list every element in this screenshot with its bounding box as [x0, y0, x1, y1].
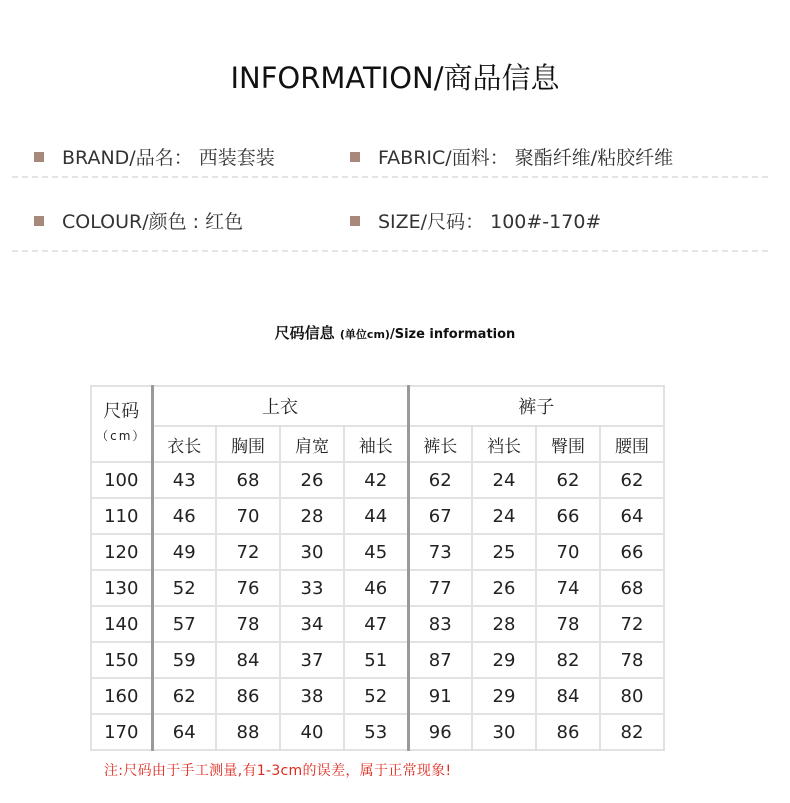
table-cell: 44	[344, 498, 408, 534]
dashed-divider	[12, 176, 768, 178]
table-cell: 86	[216, 678, 280, 714]
square-bullet-icon	[34, 152, 44, 162]
table-cell: 68	[216, 462, 280, 498]
size-table-wrapper	[90, 385, 663, 741]
measurement-note: 注:尺码由于手工测量,有1-3cm的误差，属于正常现象!	[104, 763, 452, 779]
table-cell: 38	[280, 678, 344, 714]
table-cell: 73	[408, 534, 472, 570]
info-row-2	[12, 202, 768, 242]
size-info	[350, 202, 601, 242]
table-cell: 70	[536, 534, 600, 570]
info-row-1	[12, 138, 768, 178]
table-cell: 47	[344, 606, 408, 642]
table-cell: 62	[152, 678, 216, 714]
table-cell: 33	[280, 570, 344, 606]
table-cell: 57	[152, 606, 216, 642]
fabric-info	[350, 138, 673, 178]
table-cell: 66	[600, 534, 664, 570]
column-header: 胸围	[216, 426, 280, 462]
table-cell: 86	[536, 714, 600, 750]
size-cell: 120	[91, 534, 152, 570]
table-row	[91, 534, 664, 570]
column-header: 臀围	[536, 426, 600, 462]
size-column-header	[91, 386, 152, 462]
table-cell: 46	[152, 498, 216, 534]
table-cell: 53	[344, 714, 408, 750]
table-cell: 28	[280, 498, 344, 534]
table-cell: 72	[600, 606, 664, 642]
table-cell: 34	[280, 606, 344, 642]
size-header-label: 尺码	[103, 401, 140, 422]
group-header-pants: 裤子	[408, 386, 664, 426]
brand-info	[34, 138, 275, 178]
table-cell: 70	[216, 498, 280, 534]
table-row	[91, 498, 664, 534]
column-header: 裆长	[472, 426, 536, 462]
column-header: 肩宽	[280, 426, 344, 462]
table-cell: 49	[152, 534, 216, 570]
table-cell: 67	[408, 498, 472, 534]
page-heading: INFORMATION/商品信息	[230, 61, 560, 95]
table-cell: 96	[408, 714, 472, 750]
square-bullet-icon	[350, 216, 360, 226]
table-cell: 30	[472, 714, 536, 750]
column-header: 裤长	[408, 426, 472, 462]
table-cell: 82	[536, 642, 600, 678]
size-cell: 160	[91, 678, 152, 714]
table-row	[91, 570, 664, 606]
table-cell: 52	[152, 570, 216, 606]
size-title-unit: (单位cm)	[339, 328, 390, 341]
table-cell: 52	[344, 678, 408, 714]
square-bullet-icon	[34, 216, 44, 226]
table-cell: 62	[600, 462, 664, 498]
size-title-en: /Size information	[389, 327, 516, 342]
table-cell: 40	[280, 714, 344, 750]
table-cell: 66	[536, 498, 600, 534]
table-cell: 64	[152, 714, 216, 750]
table-cell: 68	[600, 570, 664, 606]
square-bullet-icon	[350, 152, 360, 162]
table-cell: 83	[408, 606, 472, 642]
table-cell: 26	[280, 462, 344, 498]
table-column-header	[91, 426, 664, 462]
colour-info	[34, 202, 243, 242]
column-header: 袖长	[344, 426, 408, 462]
table-cell: 72	[216, 534, 280, 570]
table-cell: 51	[344, 642, 408, 678]
table-cell: 80	[600, 678, 664, 714]
table-cell: 77	[408, 570, 472, 606]
size-cell: 130	[91, 570, 152, 606]
table-cell: 62	[536, 462, 600, 498]
size-cell: 170	[91, 714, 152, 750]
table-cell: 29	[472, 642, 536, 678]
table-cell: 29	[472, 678, 536, 714]
table-cell: 24	[472, 462, 536, 498]
size-cell: 150	[91, 642, 152, 678]
table-cell: 87	[408, 642, 472, 678]
size-cell: 140	[91, 606, 152, 642]
group-header-top: 上衣	[152, 386, 408, 426]
table-cell: 25	[472, 534, 536, 570]
table-row	[91, 462, 664, 498]
brand-text: BRAND/品名： 西装套装	[62, 147, 275, 169]
table-row	[91, 678, 664, 714]
table-cell: 88	[216, 714, 280, 750]
table-cell: 78	[536, 606, 600, 642]
table-cell: 62	[408, 462, 472, 498]
table-cell: 26	[472, 570, 536, 606]
fabric-text: FABRIC/面料： 聚酯纤维/粘胶纤维	[378, 147, 674, 169]
table-cell: 59	[152, 642, 216, 678]
table-cell: 28	[472, 606, 536, 642]
size-cell: 110	[91, 498, 152, 534]
table-cell: 30	[280, 534, 344, 570]
size-header-unit: （cm）	[96, 429, 147, 443]
table-row	[91, 642, 664, 678]
table-cell: 45	[344, 534, 408, 570]
table-cell: 82	[600, 714, 664, 750]
table-cell: 78	[600, 642, 664, 678]
table-cell: 42	[344, 462, 408, 498]
table-cell: 43	[152, 462, 216, 498]
table-cell: 37	[280, 642, 344, 678]
table-cell: 74	[536, 570, 600, 606]
table-cell: 84	[536, 678, 600, 714]
table-cell: 24	[472, 498, 536, 534]
table-group-header	[91, 386, 664, 426]
table-row	[91, 714, 664, 750]
column-header: 腰围	[600, 426, 664, 462]
size-table	[90, 385, 665, 751]
table-row	[91, 606, 664, 642]
size-table-title	[0, 322, 790, 343]
colour-text: COLOUR/颜色 : 红色	[62, 211, 244, 233]
table-cell: 76	[216, 570, 280, 606]
dashed-divider	[12, 250, 768, 252]
size-text: SIZE/尺码： 100#-170#	[378, 211, 602, 233]
size-cell: 100	[91, 462, 152, 498]
table-cell: 46	[344, 570, 408, 606]
table-cell: 78	[216, 606, 280, 642]
table-cell: 84	[216, 642, 280, 678]
table-cell: 91	[408, 678, 472, 714]
size-title-main: 尺码信息	[274, 324, 335, 342]
table-cell: 64	[600, 498, 664, 534]
column-header: 衣长	[152, 426, 216, 462]
